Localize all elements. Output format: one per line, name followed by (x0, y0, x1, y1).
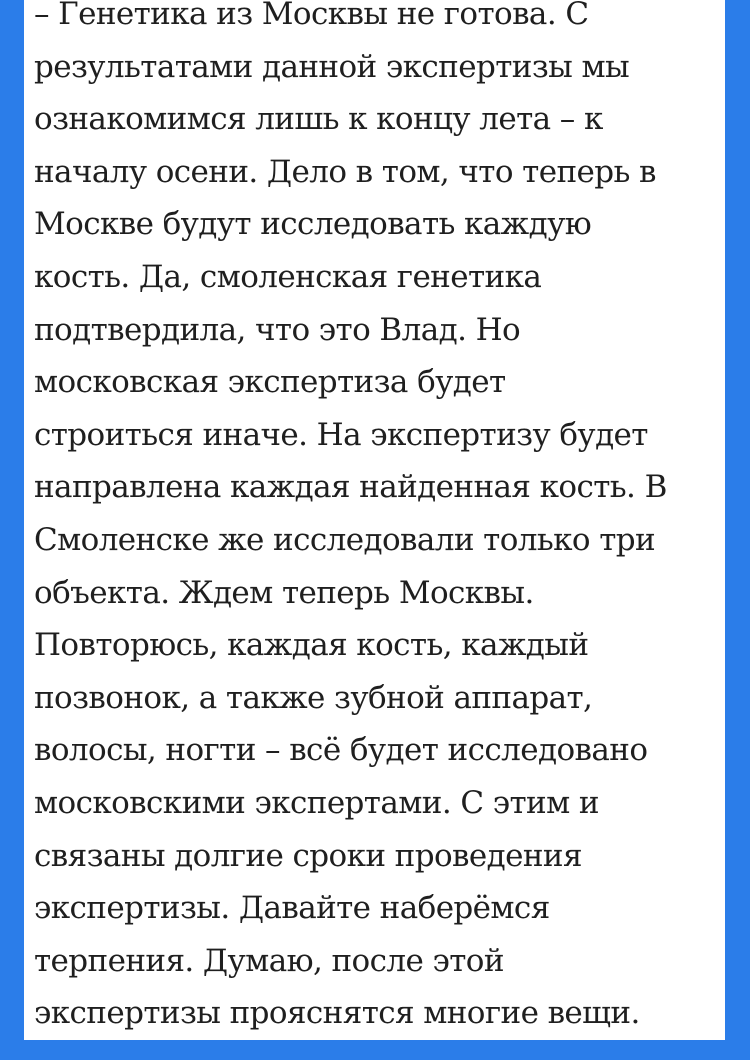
text-line: направлена каждая найденная кость. В (34, 469, 667, 506)
quote-paragraph (34, 0, 724, 1040)
text-line: ознакомимся лишь к концу лета – к (34, 101, 603, 138)
text-line: началу осени. Дело в том, что теперь в (34, 153, 656, 190)
text-line: московская экспертиза будет (34, 364, 506, 401)
text-line: волосы, ногти – всё будет исследовано (34, 732, 648, 769)
text-page (24, 0, 725, 1040)
text-line: – Генетика из Москвы не готова. С (34, 0, 589, 32)
text-line: объекта. Ждем теперь Москвы. (34, 574, 534, 611)
text-line: экспертизы прояснятся многие вещи. (34, 995, 640, 1032)
text-line: подтвердила, что это Влад. Но (34, 311, 521, 348)
text-line: связаны долгие сроки проведения (34, 837, 582, 874)
text-line: результатами данной экспертизы мы (34, 48, 630, 85)
text-line: экспертизы. Давайте наберёмся (34, 890, 550, 927)
text-line: Смоленске же исследовали только три (34, 521, 656, 558)
text-line: кость. Да, смоленская генетика (34, 258, 542, 295)
text-line: позвонок, а также зубной аппарат, (34, 679, 593, 716)
text-line: Москве будут исследовать каждую (34, 206, 592, 243)
text-line: терпения. Думаю, после этой (34, 942, 504, 979)
text-line: московскими экспертами. С этим и (34, 784, 599, 821)
text-line: строиться иначе. На экспертизу будет (34, 416, 648, 453)
text-line: Повторюсь, каждая кость, каждый (34, 627, 589, 664)
